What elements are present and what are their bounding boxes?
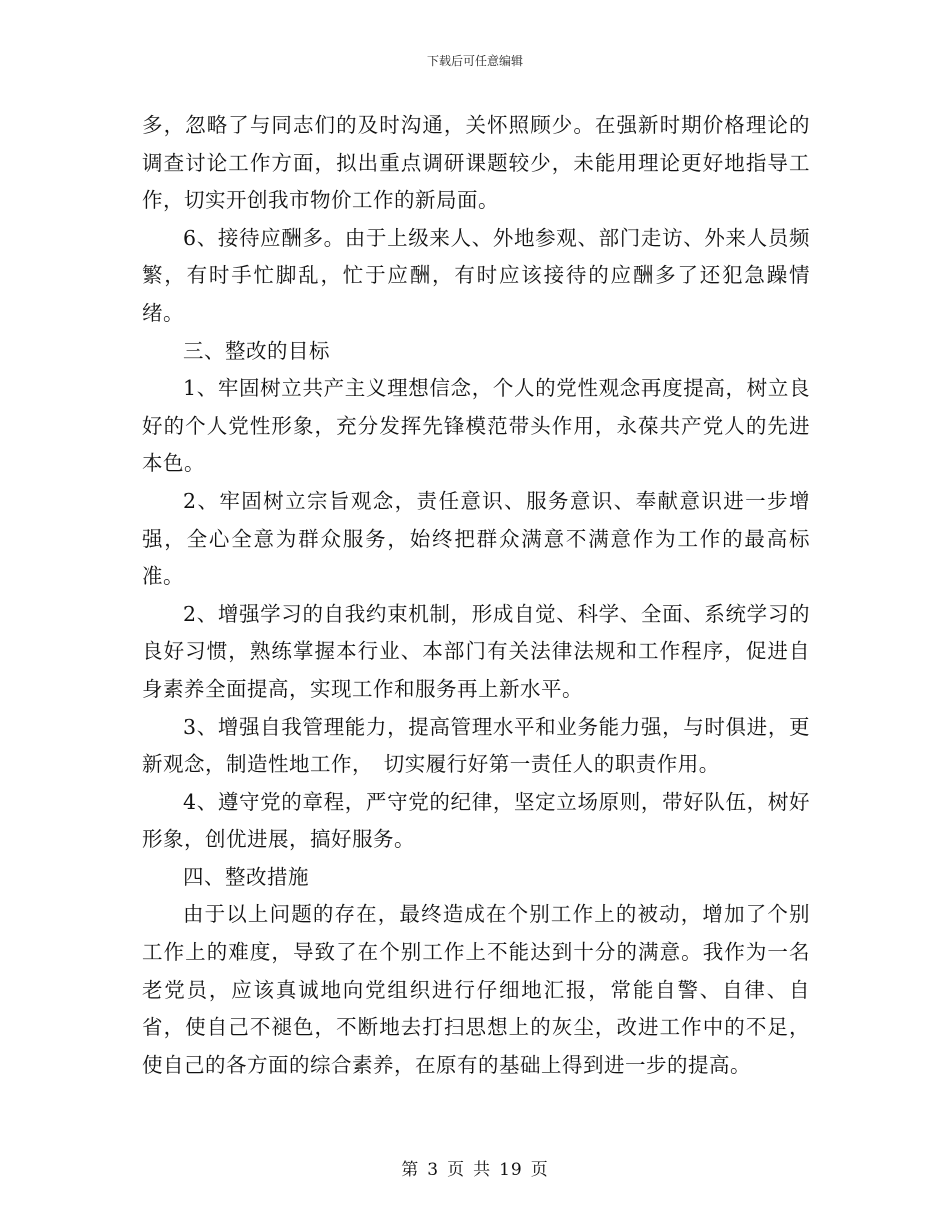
footer-label-total: 共 <box>473 1160 492 1180</box>
paragraph-goal-4: 4、遵守党的章程，严守党的纪律，坚定立场原则，带好队伍，树好形象，创优进展，搞好服务。 <box>142 789 810 852</box>
paragraph-goal-2: 2、牢固树立宗旨观念，责任意识、服务意识、奉献意识进一步增强，全心全意为群众服务，始终把群众满意不满意作为工作的最高标准。 <box>142 488 810 589</box>
footer-label-page-unit: 页 <box>447 1160 466 1180</box>
paragraph-goal-1: 1、牢固树立共产主义理想信念，个人的党性观念再度提高，树立良好的个人党性形象，充分发挥先锋模范带头作用，永葆共产党人的先进本色。 <box>142 376 810 476</box>
footer-label-total-unit: 页 <box>530 1160 549 1180</box>
footer-current-page: 3 <box>427 1160 440 1180</box>
paragraph-goal-3: 3、增强自我管理能力，提高管理水平和业务能力强，与时俱进，更新观念，制造性地工作， 切实履行好第一责任人的职责作用。 <box>142 714 810 777</box>
document-body <box>142 107 810 1084</box>
footer-label-page: 第 <box>401 1160 420 1180</box>
page-header-note: 下载后可任意编辑 <box>426 54 523 68</box>
paragraph-1: 多，忽略了与同志们的及时沟通，关怀照顾少。在强新时期价格理论的调查讨论工作方面，拟出重点调研课题较少，未能用理论更好地指导工作，切实开创我市物价工作的新局面。 <box>142 113 810 213</box>
paragraph-goal-2b: 2、增强学习的自我约束机制，形成自觉、科学、全面、系统学习的良好习惯，熟练掌握本行业、本部门有关法律法规和工作程序，促进自身素养全面提高，实现工作和服务再上新水平。 <box>142 601 810 701</box>
section-heading-goals: 三、整改的目标 <box>183 338 330 363</box>
section-heading-measures: 四、整改措施 <box>183 864 309 889</box>
page-footer <box>0 1155 950 1180</box>
footer-total-pages: 19 <box>499 1160 523 1180</box>
paragraph-2: 6、接待应酬多。由于上级来人、外地参观、部门走访、外来人员频繁，有时手忙脚乱，忙于应酬，有时应该接待的应酬多了还犯急躁情绪。 <box>142 225 810 325</box>
paragraph-measures: 由于以上问题的存在，最终造成在个别工作上的被动，增加了个别工作上的难度，导致了在个别工作上不能达到十分的满意。我作为一名老党员，应该真诚地向党组织进行仔细地汇报，常能自警、自律、自省，使自己不褪色，不断地去打扫思想上的灰尘，改进工作中的不足，使自己的各方面的综合素养，在原有的基础上得到进一步的提高。 <box>142 902 810 1077</box>
